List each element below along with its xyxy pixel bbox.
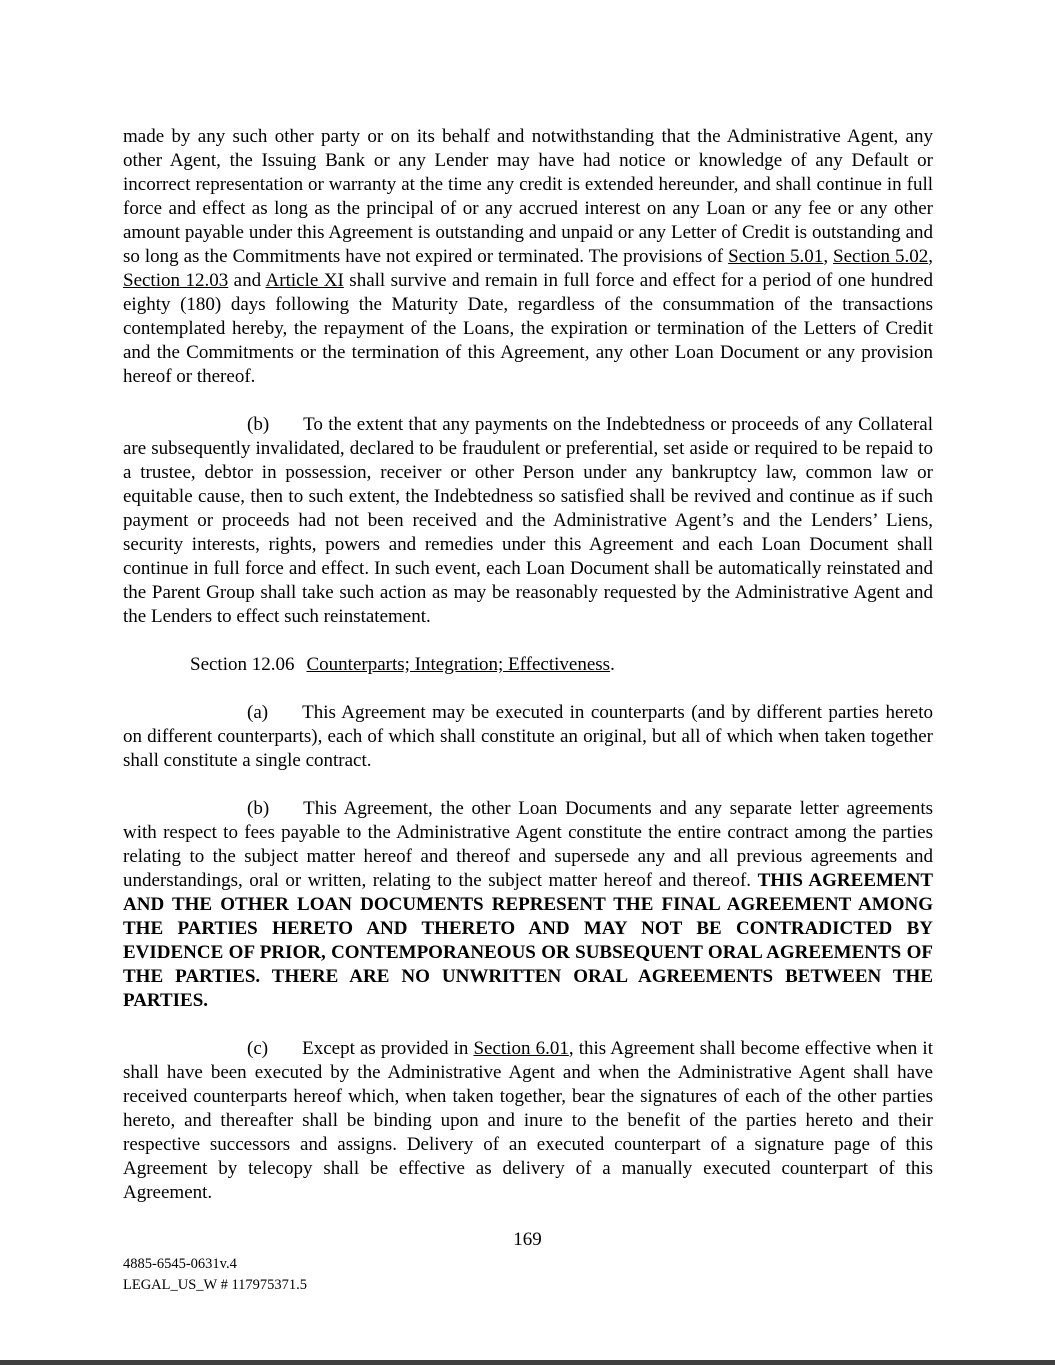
text-run: Section 12.06 <box>190 654 295 675</box>
document-body <box>123 125 933 1229</box>
footer-legal-reference: LEGAL_US_W # 117975371.5 <box>123 1277 308 1293</box>
text-run: , <box>823 246 834 267</box>
text-run: (b) <box>247 414 270 435</box>
footer-document-id: 4885-6545-0631v.4 <box>123 1256 237 1272</box>
cross-reference: Section 6.01 <box>473 1038 569 1059</box>
page-number: 169 <box>513 1229 542 1250</box>
text-run: This Agreement may be executed in counterparts (and by different parties hereto on different counterparts), each of which shall constitute an original, but all of which when taken together shall constitute a single contract. <box>123 702 933 771</box>
text-run: , <box>928 246 933 267</box>
text-run: made by any such other party or on its behalf and notwithstanding that the Administrative Agent, any other Agent, the Issuing Bank or any Lender may have had notice or knowledge of any Default or incorrect representation or warranty at the time any credit is extended hereunder, and shall continue in full force and effect as long as the principal of or any accrued interest on any Loan or any fee or any other amount payable under this Agreement is outstanding and unpaid or any Letter of Credit is outstanding and so long as the Commitments have not expired or terminated. The provisions of <box>123 126 933 267</box>
text-run: THIS AGREEMENT AND THE OTHER LOAN DOCUMENTS REPRESENT THE FINAL AGREEMENT AMONG THE PARTIES HERETO AND THERETO AND MAY NOT BE CONTRADICTED BY EVIDENCE OF PRIOR, CONTEMPORANEOUS OR SUBSEQUENT ORAL AGREEMENTS OF THE PARTIES. THERE ARE NO UNWRITTEN ORAL AGREEMENTS BETWEEN THE PARTIES. <box>123 870 933 1011</box>
text-run: shall survive and remain in full force and effect for a period of one hundred eighty (180) days following the Maturity Date, regardless of the consummation of the transactions contemplated hereby, the repayment of the Loans, the expiration or termination of the Letters of Credit and the Commitments or the termination of this Agreement, any other Loan Document or any provision hereof or thereof. <box>123 270 934 387</box>
paragraph-b-integration <box>123 797 933 1013</box>
text-run: This Agreement, the other Loan Documents and any separate letter agreements with respect to fees payable to the Administrative Agent constitute the entire contract among the parties relating to the subject matter hereof and thereof and supersede any and all previous agreements and understandings, oral or written, relating to the subject matter hereof and thereof. <box>123 798 933 891</box>
cross-reference: Section 5.02 <box>833 246 929 267</box>
text-run: , this Agreement shall become effective when it shall have been executed by the Administrative Agent and when the Administrative Agent shall have received counterparts hereof which, when taken together, bear the signatures of each of the other parties hereto, and thereafter shall be binding upon and inure to the benefit of the parties hereto and their respective successors and assigns. Delivery of an executed counterpart of a signature page of this Agreement by telecopy shall be effective as delivery of a manually executed counterpart of this Agreement. <box>123 1038 933 1203</box>
continuation-paragraph <box>123 125 933 389</box>
cross-reference: Section 12.03 <box>123 270 229 291</box>
text-run: Except as provided in <box>302 1038 474 1059</box>
text-run: . <box>610 654 615 675</box>
cross-reference: Section 5.01 <box>728 246 824 267</box>
text-run: (c) <box>247 1038 269 1059</box>
cross-reference: Counterparts; Integration; Effectiveness <box>306 654 611 675</box>
text-run: To the extent that any payments on the Indebtedness or proceeds of any Collateral are subsequently invalidated, declared to be fraudulent or preferential, set aside or required to be repaid to a trustee, debtor in possession, receiver or other Person under any bankruptcy law, common law or equitable cause, then to such extent, the Indebtedness so satisfied shall be revived and continue as if such payment or proceeds had not been received and the Administrative Agent’s and the Lenders’ Liens, security interests, rights, powers and remedies under this Agreement and each Loan Document shall continue in full force and effect. In such event, each Loan Document shall be automatically reinstated and the Parent Group shall take such action as may be reasonably requested by the Administrative Agent and the Lenders to effect such reinstatement. <box>123 414 933 627</box>
page-bottom-edge <box>0 1360 1055 1365</box>
paragraph-b-reinstatement <box>123 413 933 629</box>
text-run: (a) <box>247 702 269 723</box>
text-run: and <box>228 270 266 291</box>
paragraph-c-effectiveness <box>123 1037 933 1205</box>
document-footer <box>123 1254 307 1296</box>
text-run: (b) <box>247 798 270 819</box>
paragraph-a-counterparts <box>123 701 933 773</box>
section-12-06-heading <box>123 653 933 677</box>
cross-reference: Article XI <box>265 270 344 291</box>
